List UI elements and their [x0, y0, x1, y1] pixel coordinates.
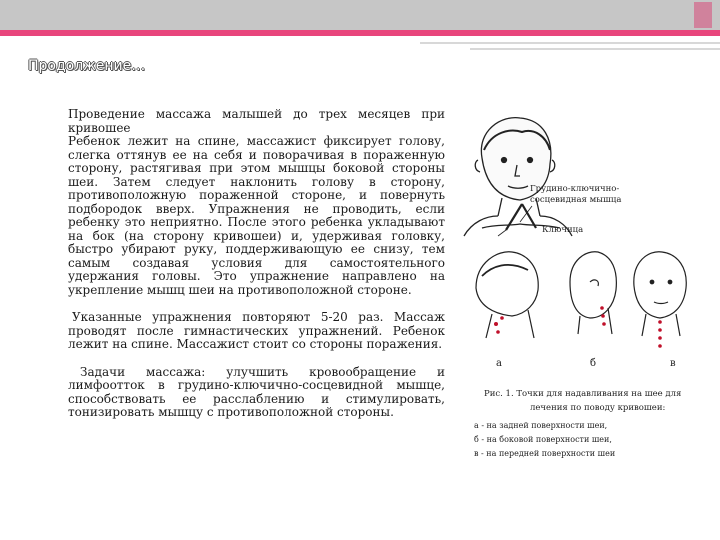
paragraph-goals: Задачи массажа: улучшить кровообращение и лимфоотток в грудино-ключично-сосцевидной мышце, способствовать ее расслаблению и стимулировать, тонизировать мышцу с противоположной стороны.: [68, 364, 445, 419]
label-clavicle: Ключица: [542, 225, 584, 235]
figure-caption-c: в - на передней поверхности шеи: [474, 449, 616, 458]
section-heading: Проведение массажа малышей до трех месяцев при кривошее: [68, 107, 445, 135]
figure-letter-a: а: [496, 358, 502, 369]
figure-letter-c: в: [670, 358, 676, 369]
body-text: [68, 108, 445, 434]
corner-decoration: [694, 2, 712, 28]
figure-caption-line1: Рис. 1. Точки для надавливания на шее для: [484, 389, 682, 399]
label-muscle-line2: сосцевидная мышца: [530, 195, 622, 205]
decor-line: [420, 42, 720, 44]
figure-caption-a: а - на задней поверхности шеи,: [474, 421, 608, 430]
paragraph-repetitions: Указанные упражнения повторяют 5-20 раз. Массаж проводят после гимнастических упражнений. Ребенок лежит на спине. Массажист стоит со стороны поражения.: [68, 310, 445, 351]
slide-title: Продолжение…: [28, 58, 146, 74]
paragraph-technique: Ребенок лежит на спине, массажист фиксирует голову, слегка оттянув ее на себя и поворачивая в пораженную сторону, растягивая при этом мышцы боковой стороны шеи. Затем следует наклонить голову в сторону, противоположную пораженной стороне, и повернуть подбородок вверх. Упражнения не проводить, если ребенку это неприятно. После этого ребенка укладывают на бок (на сторону кривошеи) и, удерживая головку, быстро убирают руку, поддерживающую ее снизу, тем самым создавая условия для самостоятельного удержания головы. Это упражнение направлено на укрепление мышц шеи на противоположной стороне.: [68, 134, 445, 297]
neck-figure: [462, 110, 696, 480]
figure-caption-line2: лечения по поводу кривошеи:: [530, 403, 666, 413]
decor-line: [470, 48, 720, 50]
header-band: [0, 0, 720, 30]
label-muscle-line1: Грудино-ключично-: [530, 184, 620, 194]
figure-caption-b: б - на боковой поверхности шеи,: [474, 435, 612, 444]
header-accent-line: [0, 30, 720, 36]
figure-illustration: [462, 110, 696, 480]
figure-letter-b: б: [590, 358, 597, 369]
